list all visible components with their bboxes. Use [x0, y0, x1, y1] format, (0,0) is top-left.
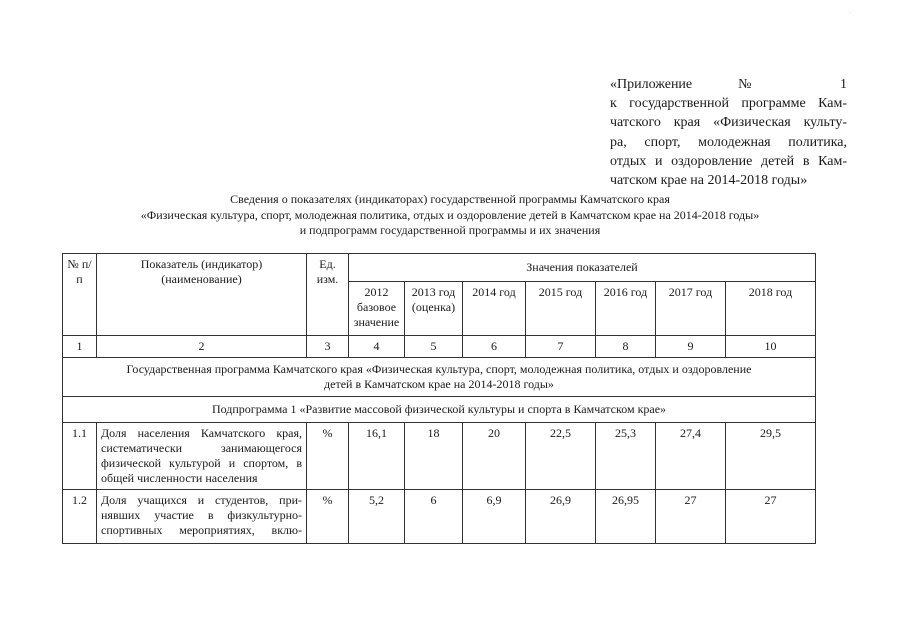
- header-year: 2015 год: [526, 282, 596, 336]
- row-value: 5,2: [349, 490, 405, 544]
- row-indicator-line: спортивных мероприятиях, вклю-: [101, 523, 302, 537]
- row-value: 26,95: [596, 490, 656, 544]
- header-year: 2018 год: [726, 282, 816, 336]
- row-value: 6: [405, 490, 463, 544]
- header-values-group: Значения показателей: [349, 254, 816, 282]
- row-indicator-line: нявших участие в физкультурно-: [101, 508, 302, 522]
- row-indicator-line: общей численности населения: [101, 471, 258, 485]
- appendix-line: ра, спорт, молодежная политика,: [610, 134, 847, 150]
- column-number: 9: [656, 336, 726, 358]
- column-number: 8: [596, 336, 656, 358]
- appendix-line: «Приложение № 1: [610, 77, 847, 92]
- row-value: 18: [405, 423, 463, 490]
- header-year: 2013 год (оценка): [405, 282, 463, 336]
- scan-mark: .: [850, 9, 852, 15]
- heading-line: Сведения о показателях (индикаторах) государственной программы Камчатского края: [230, 192, 670, 206]
- row-indicator-line: Доля учащихся и студентов, при-: [101, 493, 302, 507]
- header-indicator: Показатель (индикатор) (наименование): [97, 254, 307, 336]
- row-num: 1.1: [63, 423, 97, 490]
- row-value: 27: [726, 490, 816, 544]
- appendix-line: отдых и оздоровление детей в Кам-: [610, 153, 847, 169]
- row-value: 20: [463, 423, 526, 490]
- row-value: 6,9: [463, 490, 526, 544]
- row-unit: %: [307, 490, 349, 544]
- row-value: 27,4: [656, 423, 726, 490]
- column-number: 10: [726, 336, 816, 358]
- heading-line: «Физическая культура, спорт, молодежная политика, отдых и оздоровление детей в Камчатском крае на 2014-2018 годы»: [140, 207, 760, 222]
- column-number: 2: [97, 336, 307, 358]
- column-number: 6: [463, 336, 526, 358]
- row-num: 1.2: [63, 490, 97, 544]
- column-number: 5: [405, 336, 463, 358]
- row-indicator: [97, 490, 307, 544]
- heading-line: и подпрограмм государственной программы и их значения: [299, 223, 601, 237]
- header-year: 2016 год: [596, 282, 656, 336]
- header-num: № п/п: [63, 254, 97, 336]
- table-row: [63, 490, 816, 544]
- row-value: 22,5: [526, 423, 596, 490]
- row-value: 27: [656, 490, 726, 544]
- appendix-note: [610, 75, 847, 190]
- header-year: 2014 год: [463, 282, 526, 336]
- table-row: [63, 423, 816, 490]
- row-indicator-line: физической культурой и спортом, в: [101, 456, 302, 470]
- header-year: 2017 год: [656, 282, 726, 336]
- row-value: 26,9: [526, 490, 596, 544]
- appendix-line: к государственной программе Кам-: [610, 96, 847, 112]
- appendix-line: чатском крае на 2014-2018 годы»: [610, 173, 808, 189]
- row-indicator-line: систематически занимающегося: [101, 441, 302, 455]
- column-number: 1: [63, 336, 97, 358]
- document-heading: [60, 192, 840, 239]
- column-number: 7: [526, 336, 596, 358]
- program-title: Государственная программа Камчатского края «Физическая культура, спорт, молодежная политика, отдых и оздоровление детей в Камчатском крае на 2014-2018 годы»: [63, 358, 816, 397]
- row-indicator: [97, 423, 307, 490]
- row-unit: %: [307, 423, 349, 490]
- header-unit: Ед. изм.: [307, 254, 349, 336]
- row-value: 25,3: [596, 423, 656, 490]
- row-indicator-line: Доля населения Камчатского края,: [101, 426, 302, 440]
- appendix-line: чатского края «Физическая культу-: [610, 115, 847, 131]
- column-number: 4: [349, 336, 405, 358]
- header-year: 2012 базовое значение: [349, 282, 405, 336]
- subprogram-title: Подпрограмма 1 «Развитие массовой физической культуры и спорта в Камчатском крае»: [63, 397, 816, 423]
- column-number: 3: [307, 336, 349, 358]
- row-value: 16,1: [349, 423, 405, 490]
- row-value: 29,5: [726, 423, 816, 490]
- indicators-table: [62, 253, 816, 544]
